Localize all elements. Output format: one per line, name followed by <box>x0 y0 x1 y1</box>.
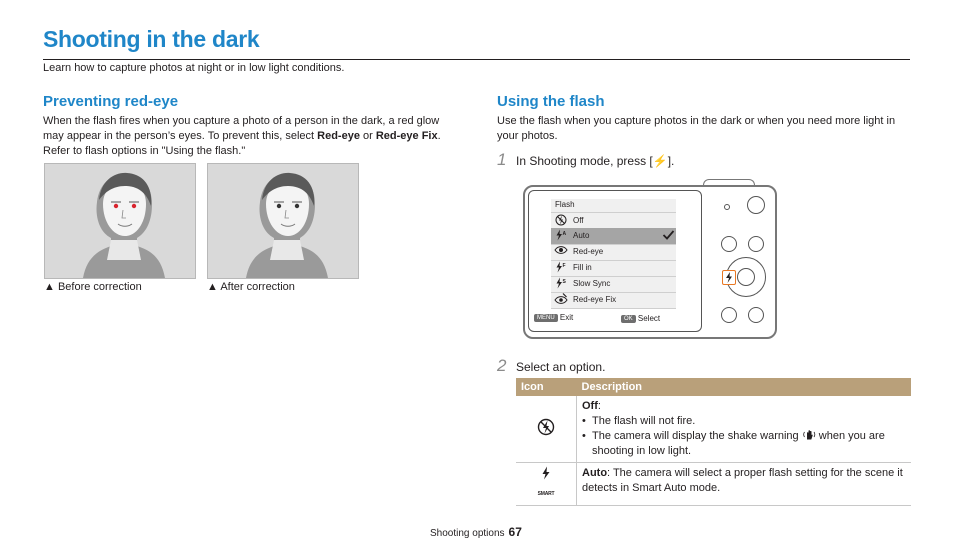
flash-button-highlight <box>722 270 736 285</box>
select-label: Select <box>637 314 661 323</box>
delete-button <box>748 307 764 323</box>
red-eye-period: . <box>437 130 441 142</box>
slow-sync-icon <box>553 277 569 291</box>
menu-item-auto[interactable] <box>551 228 676 245</box>
step-1-text: In Shooting mode, press [⚡]. <box>516 154 675 168</box>
table-header-row <box>516 378 911 396</box>
smart-flash-icon <box>534 466 558 486</box>
menu-item-label: Auto <box>573 231 590 240</box>
smart-icon-caption: SMART <box>537 491 555 497</box>
mode-button <box>721 236 737 252</box>
red-eye-line-2 <box>43 129 463 144</box>
svg-text:F: F <box>562 263 566 269</box>
red-eye-text: may appear in the person’s eyes. To prevent this, select <box>43 130 318 142</box>
icon-cell <box>516 463 577 506</box>
title-divider <box>43 59 910 60</box>
checkmark-icon <box>662 229 675 243</box>
red-eye-heading: Preventing red-eye <box>43 93 179 110</box>
exit-softkey <box>534 313 573 322</box>
step-2-text: Select an option. <box>516 360 606 374</box>
page-footer <box>430 525 522 539</box>
flash-off-icon <box>537 418 555 436</box>
off-bullets <box>582 414 906 459</box>
footer-section: Shooting options <box>430 528 505 539</box>
menu-item-fill-in[interactable] <box>551 260 676 277</box>
off-label: Off <box>582 400 598 412</box>
play-button <box>748 236 764 252</box>
caption-after: ▲ After correction <box>207 281 295 293</box>
menu-item-label: Slow Sync <box>573 279 611 288</box>
menu-item-red-eye-fix[interactable] <box>551 292 676 309</box>
svg-text:A: A <box>562 231 567 237</box>
step-1-number: 1 <box>497 150 507 169</box>
caption-before: ▲ Before correction <box>44 281 142 293</box>
table-row <box>516 463 911 506</box>
table-row <box>516 396 911 463</box>
after-correction-photo <box>207 163 359 279</box>
red-eye-or: or <box>359 130 376 142</box>
menu-item-label: Fill in <box>573 263 592 272</box>
ok-button <box>737 268 755 286</box>
flash-intro: Use the flash when you capture photos in the dark or when you need more light in your photos. <box>497 115 896 142</box>
page-title: Shooting in the dark <box>43 26 260 52</box>
menu-item-red-eye[interactable] <box>551 244 676 261</box>
menu-item-label: Red-eye <box>573 247 604 256</box>
portrait-after-image <box>208 164 358 278</box>
select-softkey <box>621 314 660 323</box>
auto-label: Auto <box>582 467 608 479</box>
icon-cell <box>516 396 577 463</box>
camera-illustration <box>523 177 778 337</box>
auto-description: : The camera will select a proper flash setting for the scene it detects in Smart Auto mode. <box>582 467 903 494</box>
list-item: • The flash will not fire. <box>592 414 906 429</box>
list-item <box>592 429 906 459</box>
shake-warning-icon <box>802 430 816 442</box>
red-eye-icon <box>553 245 569 259</box>
description-cell <box>577 396 912 463</box>
status-lamp <box>724 204 730 210</box>
flash-auto-icon <box>553 229 569 243</box>
menu-item-slow-sync[interactable] <box>551 276 676 293</box>
menu-item-label: Off <box>573 216 584 225</box>
off-title <box>582 399 906 414</box>
red-eye-fix-option: Red-eye Fix <box>375 130 438 142</box>
page-subtitle: Learn how to capture photos at night or in low light conditions. <box>43 62 345 74</box>
flash-off-icon <box>553 214 569 228</box>
red-eye-line-3: Refer to flash options in "Using the flash." <box>43 145 246 157</box>
menu-key-icon: MENU <box>534 314 558 322</box>
shake-warning-text: The camera will display the shake warning <box>592 430 799 442</box>
icon-column-header: Icon <box>516 378 577 396</box>
page-number: 67 <box>508 525 522 539</box>
fn-button <box>721 307 737 323</box>
off-colon: : <box>597 400 601 412</box>
zoom-button <box>747 196 765 214</box>
fill-in-icon <box>553 261 569 275</box>
exit-label: Exit <box>559 313 574 322</box>
portrait-before-image <box>45 164 195 278</box>
shake-warning-text-end: when you are shooting in low light. <box>592 430 885 457</box>
description-column-header: Description <box>577 378 912 396</box>
red-eye-fix-icon <box>553 293 569 307</box>
menu-item-label: Red-eye Fix <box>573 295 617 304</box>
ok-key-icon: OK <box>621 315 636 323</box>
red-eye-line-1: When the flash fires when you capture a photo of a person in the dark, a red glow <box>43 115 440 127</box>
flash-icon <box>723 271 735 284</box>
before-correction-photo <box>44 163 196 279</box>
description-cell <box>577 463 912 506</box>
step-2-number: 2 <box>497 356 507 375</box>
flash-menu <box>551 199 676 309</box>
flash-options-table <box>516 378 911 506</box>
red-eye-paragraph <box>43 114 463 159</box>
flash-heading: Using the flash <box>497 93 605 110</box>
flash-menu-title: Flash <box>555 200 575 209</box>
red-eye-option: Red-eye <box>317 130 360 142</box>
svg-text:S: S <box>562 279 566 285</box>
